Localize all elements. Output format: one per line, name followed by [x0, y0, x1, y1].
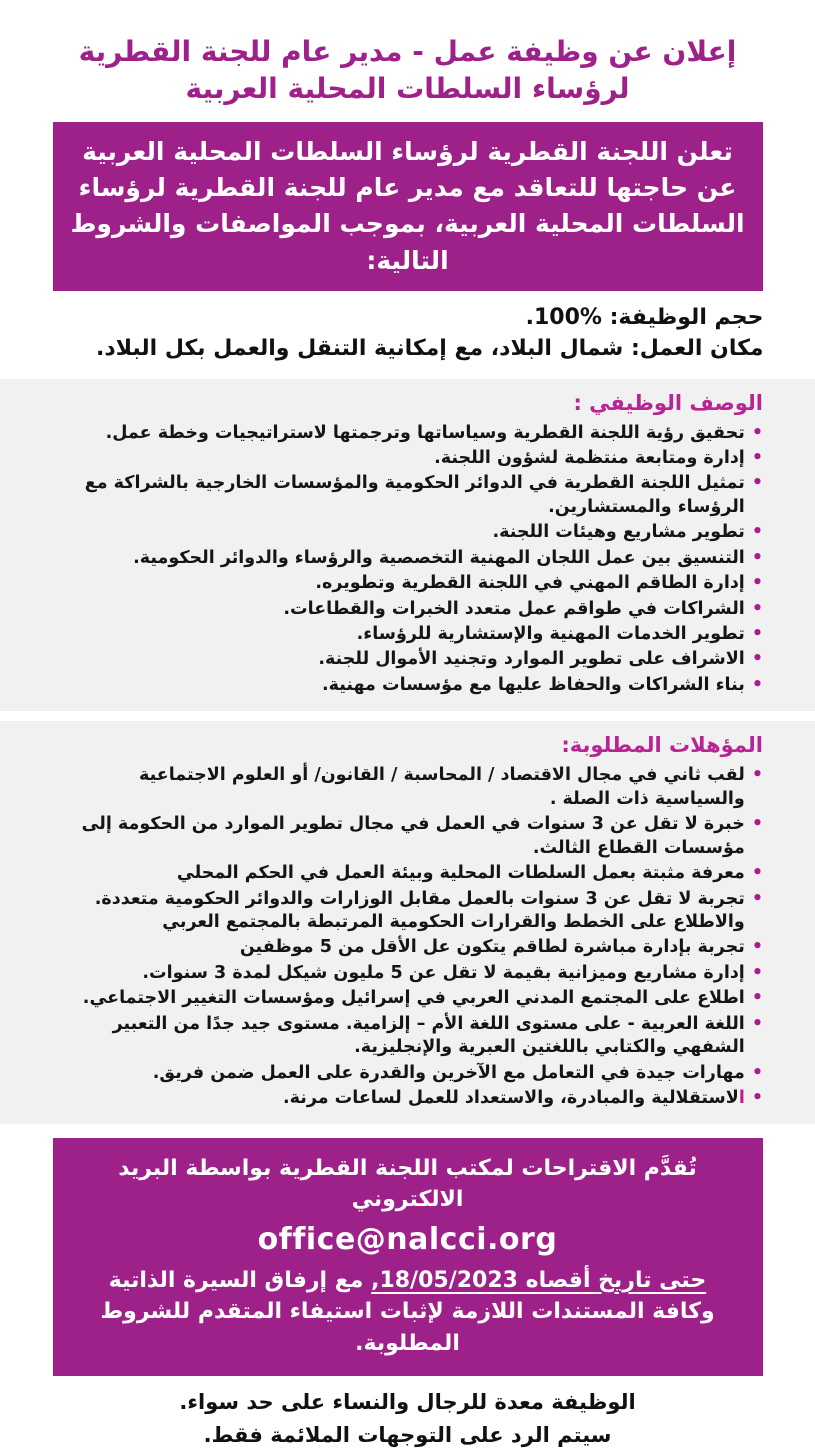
list-item-text: تمثيل اللجنة القطرية في الدوائر الحكومية والمؤسسات الخارجية بالشراكة مع الرؤساء والمستشارين. [84, 473, 745, 517]
list-item [52, 1087, 763, 1110]
list-item [52, 888, 763, 935]
bullet-icon: • [751, 962, 763, 983]
equal-opportunity-line: الوظيفة معدة للرجال والنساء على حد سواء. [179, 1390, 636, 1415]
response-policy-line: سيتم الرد على التوجهات الملائمة فقط. [203, 1422, 612, 1447]
bullet-icon: • [751, 888, 763, 909]
contact-email[interactable]: office@nalcci.org [257, 1222, 558, 1258]
list-item-text: إدارة الطاقم المهني في اللجنة القطرية وتطويره. [315, 573, 745, 594]
job-location-line: مكان العمل: شمال البلاد، مع إمكانية التنقل والعمل بكل البلاد. [96, 335, 764, 361]
bullet-icon: • [751, 988, 763, 1009]
job-announcement-flyer [0, 34, 815, 1447]
list-item-text: الاشراف على تطوير الموارد وتجنيد الأموال للجنة. [318, 649, 745, 670]
list-item-text: لقب ثاني في مجال الاقتصاد / المحاسبة / القانون/ أو العلوم الاجتماعية والسياسية ذات الصلة . [138, 765, 745, 809]
list-item [52, 472, 763, 519]
list-item-text: إدارة ومتابعة منتظمة لشؤون اللجنة. [434, 447, 745, 468]
list-item-text: تطوير الخدمات المهنية والإستشارية للرؤساء. [356, 624, 745, 644]
bullet-icon: • [751, 473, 763, 494]
page-title-line1: إعلان عن وظيفة عمل - مدير عام للجنة القطرية [78, 35, 737, 68]
job-description-section [0, 379, 815, 712]
bullet-icon: • [751, 624, 763, 644]
qualifications-list [52, 764, 763, 1110]
bullet-icon: • [751, 422, 763, 443]
list-item [52, 1013, 763, 1060]
list-item-text: اطلاع على المجتمع المدني العربي في إسرائيل ومؤسسات التغيير الاجتماعي. [82, 988, 745, 1009]
list-item-text: معرفة مثبتة بعمل السلطات المحلية وبيئة العمل في الحكم المحلي [176, 863, 745, 884]
intro-announcement-block [53, 122, 763, 291]
bullet-icon: • [751, 522, 763, 543]
job-description-list [52, 422, 763, 698]
application-instructions-block [53, 1138, 763, 1376]
list-item-text: بناء الشراكات والحفاظ عليها مع مؤسسات مهنية. [321, 674, 745, 695]
list-item [52, 422, 763, 445]
list-item-text: مهارات جيدة في التعامل مع الآخرين والقدرة على العمل ضمن فريق. [152, 1062, 745, 1083]
list-item [52, 648, 763, 671]
list-item [52, 962, 763, 985]
list-item-text [283, 1087, 745, 1110]
deadline-rest: مع إرفاق السيرة الذاتية وكافة المستندات اللازمة لإثبات استيفاء المتقدم للشروط المطلوبة. [100, 1267, 715, 1357]
list-item-text: خبرة لا تقل عن 3 سنوات في العمل في مجال تطوير الموارد من الحكومة إلى مؤسسات القطاع الثالث. [81, 814, 745, 858]
list-item [52, 862, 763, 885]
bullet-icon: • [751, 1013, 763, 1034]
list-item-text: تجربة بإدارة مباشرة لطاقم يتكون عل الأقل من 5 موظفين [239, 937, 745, 958]
list-item-text: تحقيق رؤية اللجنة القطرية وسياساتها وترجمتها لاستراتيجيات وخطة عمل. [105, 422, 745, 443]
bullet-icon: • [751, 649, 763, 670]
bullet-icon: • [751, 573, 763, 594]
list-item-text: تجربة لا تقل عن 3 سنوات بالعمل مقابل الوزارات والدوائر الحكومية متعددة. والاطلاع على الخطط والقرارات الحكومية المرتبطة بالمجتمع العربي [94, 888, 745, 932]
list-item [52, 1062, 763, 1085]
bullet-icon: • [751, 937, 763, 958]
list-item [52, 447, 763, 470]
bullet-icon: • [751, 1088, 763, 1108]
bullet-icon: • [751, 447, 763, 468]
bullet-icon: • [751, 814, 763, 835]
bullet-icon: • [751, 1062, 763, 1083]
job-size-line: حجم الوظيفة: %100. [525, 304, 764, 330]
bullet-icon: • [751, 547, 763, 568]
list-item [52, 674, 763, 697]
apply-instruction-line: تُقدَّم الاقتراحات لمكتب اللجنة القطرية بواسطة البريد الالكتروني [118, 1156, 697, 1213]
bullet-icon: • [751, 598, 763, 619]
list-item-rest: لاستقلالية والمبادرة، والاستعداد للعمل لساعات مرنة. [283, 1088, 739, 1108]
job-terms [52, 303, 764, 365]
qualifications-heading: المؤهلات المطلوبة: [561, 733, 763, 758]
list-item [52, 764, 763, 811]
bullet-icon: • [751, 765, 763, 786]
list-item [52, 598, 763, 621]
list-item-text: اللغة العربية - على مستوى اللغة الأم – إلزامية. مستوى جيد جدًا من التعبير الشفهي والكتابي باللغتين العبرية والإنجليزية. [112, 1013, 745, 1058]
list-item [52, 987, 763, 1010]
footer-note [0, 1386, 815, 1451]
list-item [52, 547, 763, 570]
bullet-icon: • [751, 674, 763, 695]
list-item [52, 813, 763, 860]
deadline-line [75, 1265, 741, 1361]
job-description-heading: الوصف الوظيفي : [573, 390, 763, 415]
list-item [52, 936, 763, 959]
bullet-icon: • [751, 863, 763, 884]
page-title [38, 34, 778, 108]
list-item-text: إدارة مشاريع وميزانية بقيمة لا تقل عن 5 مليون شيكل لمدة 3 سنوات. [142, 962, 745, 983]
list-item-text: تطوير مشاريع وهيئات اللجنة. [492, 522, 745, 543]
intro-announcement-text: تعلن اللجنة القطرية لرؤساء السلطات المحلية العربية عن حاجتها للتعاقد مع مدير عام للجنة القطرية لرؤساء السلطات المحلية العربية، بموجب المواصفات والشروط التالية: [70, 136, 745, 275]
page-title-line2: لرؤساء السلطات المحلية العربية [185, 71, 630, 105]
qualifications-section [0, 721, 815, 1124]
accent-first-letter: ا [738, 1088, 745, 1108]
list-item-text: الشراكات في طواقم عمل متعدد الخبرات والقطاعات. [283, 598, 745, 619]
list-item [52, 572, 763, 595]
list-item [52, 623, 763, 646]
list-item-text: التنسيق بين عمل اللجان المهنية التخصصية والرؤساء والدوائر الحكومية. [133, 547, 745, 568]
deadline-date-underlined: حتى تاريخ أقصاه 18/05/2023, [371, 1267, 707, 1293]
list-item [52, 521, 763, 544]
